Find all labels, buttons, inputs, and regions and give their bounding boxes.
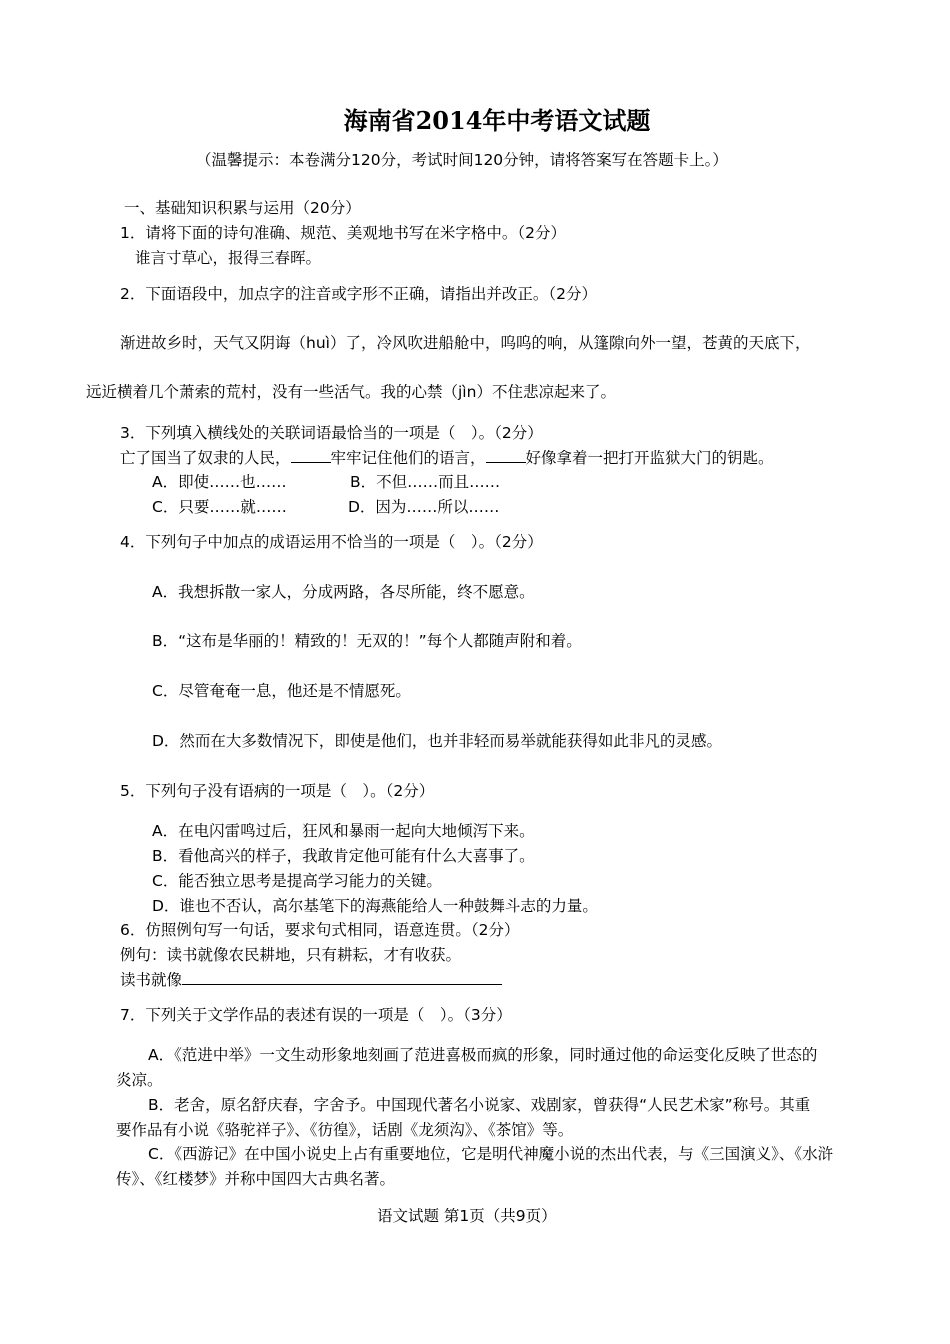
question-6-stem: 6．仿照例句写一句话，要求句式相同，语意连贯。（2分） — [120, 921, 520, 939]
question-3-option-c: C．只要……就…… — [152, 498, 287, 516]
fill-blank-1[interactable] — [291, 448, 331, 463]
question-2-stem: 2．下面语段中，加点字的注音或字形不正确，请指出并改正。（2分） — [120, 285, 597, 303]
question-4-stem: 4．下列句子中加点的成语运用不恰当的一项是（ ）。（2分） — [120, 533, 543, 551]
question-5-stem: 5．下列句子没有语病的一项是（ ）。（2分） — [120, 782, 435, 800]
question-7-option-b-line-2: 要作品有小说《骆驼祥子》、《彷徨》，话剧《龙须沟》、《茶馆》等。 — [116, 1121, 574, 1139]
question-6-answer-line — [120, 970, 502, 990]
question-3-sentence-part-1: 亡了国当了奴隶的人民， — [120, 449, 291, 467]
question-4-option-c: C．尽管奄奄一息，他还是不情愿死。 — [152, 682, 411, 700]
question-5-option-d: D．谁也不否认，高尔基笔下的海燕能给人一种鼓舞斗志的力量。 — [152, 897, 598, 915]
question-7-stem: 7．下列关于文学作品的表述有误的一项是（ ）。（3分） — [120, 1006, 512, 1024]
question-7-option-a-line-1: A．《范进中举》一文生动形象地刻画了范进喜极而疯的形象，同时通过他的命运变化反映了世态的 — [148, 1046, 818, 1064]
question-2-passage-line-2: 远近横着几个萧索的荒村，没有一些活气。我的心禁（jìn）不住悲凉起来了。 — [86, 383, 616, 401]
question-7-option-c-line-1: C．《西游记》在中国小说史上占有重要地位，它是明代神魔小说的杰出代表，与《三国演义》、《水浒 — [148, 1145, 834, 1163]
question-3-sentence-part-2: 牢牢记住他们的语言， — [330, 449, 486, 467]
question-2-passage-line-1: 渐进故乡时，天气又阴诲（huì）了，冷风吹进船舱中，呜呜的响，从篷隙向外一望，苍黄的天底下， — [120, 334, 811, 352]
question-5-option-c: C．能否独立思考是提高学习能力的关键。 — [152, 872, 442, 890]
question-3-stem: 3．下列填入横线处的关联词语最恰当的一项是（ ）。（2分） — [120, 424, 543, 442]
question-4-option-b: B．“这布是华丽的！精致的！无双的！”每个人都随声附和着。 — [152, 632, 582, 650]
exam-notice: （温馨提示：本卷满分120分，考试时间120分钟，请将答案写在答题卡上。） — [196, 151, 728, 169]
question-3-option-b: B．不但……而且…… — [350, 473, 501, 491]
question-1-poem: 谁言寸草心，报得三春晖。 — [135, 249, 322, 267]
question-7-option-b-line-1: B．老舍，原名舒庆春，字舍予。中国现代著名小说家、戏剧家，曾获得“人民艺术家”称号。其重 — [148, 1096, 811, 1114]
question-7-option-c-line-2: 传》、《红楼梦》并称中国四大古典名著。 — [116, 1170, 396, 1188]
section-heading: 一、基础知识积累与运用（20分） — [124, 199, 361, 217]
page-title: 海南省2014年中考语文试题 — [343, 106, 651, 135]
question-1-stem: 1．请将下面的诗句准确、规范、美观地书写在米字格中。（2分） — [120, 224, 566, 242]
fill-blank-2[interactable] — [486, 448, 526, 463]
question-5-option-a: A．在电闪雷鸣过后，狂风和暴雨一起向大地倾泻下来。 — [152, 822, 535, 840]
answer-blank[interactable] — [182, 970, 502, 985]
question-3-option-d: D．因为……所以…… — [348, 498, 500, 516]
question-6-prompt: 读书就像 — [120, 971, 183, 989]
question-7-option-a-line-2: 炎凉。 — [116, 1071, 163, 1089]
question-3-option-a: A．即使……也…… — [152, 473, 287, 491]
question-3-sentence-part-3: 好像拿着一把打开监狱大门的钥匙。 — [525, 449, 774, 467]
question-3-sentence — [120, 448, 774, 468]
question-4-option-a: A．我想拆散一家人，分成两路，各尽所能，终不愿意。 — [152, 583, 535, 601]
question-4-option-d: D．然而在大多数情况下，即使是他们，也并非轻而易举就能获得如此非凡的灵感。 — [152, 732, 722, 750]
question-6-example: 例句：读书就像农民耕地，只有耕耘，才有收获。 — [120, 946, 462, 964]
page-footer: 语文试题 第1页（共9页） — [377, 1207, 557, 1225]
question-5-option-b: B．看他高兴的样子，我敢肯定他可能有什么大喜事了。 — [152, 847, 535, 865]
